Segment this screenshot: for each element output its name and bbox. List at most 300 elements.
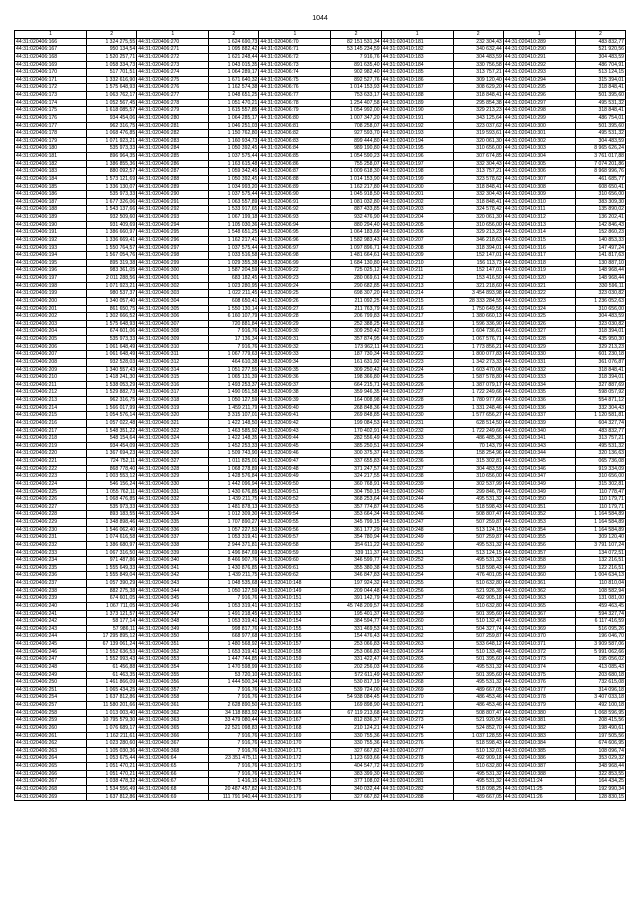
cadastral-number-cell: 44:31:020406:365 [137, 724, 209, 732]
cadastral-number-cell: 44:31:020406:302 [137, 282, 209, 290]
table-row [15, 419, 626, 427]
cadastral-value-cell: 1 236 052,63 [575, 297, 625, 305]
cadastral-number-cell: 44:31:020406:356 [137, 679, 209, 687]
cadastral-value-cell: 891 635,40 [331, 61, 381, 69]
cadastral-value-cell: 304 483,59 [575, 137, 625, 145]
cadastral-value-cell: 343 125,64 [453, 114, 503, 122]
cadastral-value-cell: 476 401,05 [453, 572, 503, 580]
cadastral-value-cell: 1 577 656,27 [453, 412, 503, 420]
cadastral-value-cell: 962 316,75 [87, 397, 137, 405]
cadastral-value-cell: 932 476,90 [331, 214, 381, 222]
cadastral-number-cell: 44:31:020406:281 [137, 122, 209, 130]
cadastral-number-cell: 44:31:020410:374 [503, 663, 575, 671]
cadastral-number-cell: 44:31:020410:220 [381, 336, 453, 344]
cadastral-number-cell: 44:31:020410:281 [381, 778, 453, 786]
cadastral-number-cell: 44:31:020410:192 [381, 122, 453, 130]
cadastral-number-cell: 44:31:020410:189 [381, 99, 453, 107]
cadastral-value-cell: 8 466 907,76 [209, 557, 259, 565]
cadastral-number-cell: 44:31:020410:255 [381, 580, 453, 588]
table-row [15, 343, 626, 351]
cadastral-number-cell: 44:31:020406:193 [15, 244, 87, 252]
cadastral-number-cell: 44:31:020406:169 [15, 61, 87, 69]
cadastral-number-cell: 44:31:020409:58 [259, 541, 331, 549]
cadastral-number-cell: 44:31:020406:318 [137, 397, 209, 405]
cadastral-number-cell: 44:31:020409:53 [259, 503, 331, 511]
cadastral-number-cell: 44:31:020410:213 [381, 282, 453, 290]
cadastral-number-cell: 44:31:020406:265 [15, 763, 87, 771]
cadastral-value-cell: 290 682,85 [331, 282, 381, 290]
cadastral-value-cell: 304 483,59 [575, 53, 625, 61]
cadastral-number-cell: 44:31:020406:79 [259, 107, 331, 115]
cadastral-value-cell: 1 452 253,33 [209, 442, 259, 450]
cadastral-value-cell: 299 846,79 [453, 488, 503, 496]
table-row [15, 404, 626, 412]
cadastral-value-cell: 337 655,83 [331, 458, 381, 466]
cadastral-value-cell: 1 604 736,61 [453, 328, 503, 336]
cadastral-value-cell: 461 685,77 [575, 175, 625, 183]
cadastral-number-cell: 44:31:020410:304 [503, 153, 575, 161]
cadastral-number-cell: 44:31:020406:336 [137, 526, 209, 534]
cadastral-number-cell: 44:31:020406:250 [15, 679, 87, 687]
cadastral-number-cell: 44:31:020410:316 [503, 244, 575, 252]
cadastral-number-cell: 44:31:020410:215 [381, 297, 453, 305]
cadastral-number-cell: 44:31:020410:149 [259, 587, 331, 595]
cadastral-value-cell: 2 628 890,50 [209, 702, 259, 710]
table-row [15, 564, 626, 572]
cadastral-value-cell: 1 582 983,43 [331, 236, 381, 244]
cadastral-value-cell: 486 704,91 [575, 61, 625, 69]
cadastral-number-cell: 44:31:020410:164 [259, 694, 331, 702]
cadastral-number-cell: 44:31:020410:332 [503, 366, 575, 374]
cadastral-number-cell: 44:31:020406:218 [15, 435, 87, 443]
cadastral-number-cell: 44:31:020411:24 [503, 778, 575, 786]
cadastral-number-cell: 44:31:020410:375 [503, 671, 575, 679]
table-row [15, 236, 626, 244]
cadastral-number-cell: 44:31:020410:161 [259, 671, 331, 679]
cadastral-value-cell: 345 799,15 [331, 519, 381, 527]
cadastral-value-cell: 501 395,60 [453, 671, 503, 679]
cadastral-value-cell: 934 454,06 [87, 114, 137, 122]
cadastral-number-cell: 44:31:020410:148 [259, 580, 331, 588]
cadastral-value-cell: 2 011 288,56 [87, 275, 137, 283]
cadastral-value-cell: 1 546 062,40 [87, 526, 137, 534]
cadastral-number-cell: 44:31:020410:252 [381, 557, 453, 565]
cadastral-number-cell: 44:31:020406:293 [137, 214, 209, 222]
table-row [15, 450, 626, 458]
cadastral-value-cell: 1 053 319,41 [209, 618, 259, 626]
cadastral-number-cell: 44:31:020406:338 [137, 541, 209, 549]
cadastral-value-cell: 1 051 277,55 [209, 366, 259, 374]
cadastral-value-cell: 572 611,49 [331, 671, 381, 679]
cadastral-value-cell: 1 587 578,80 [453, 374, 503, 382]
cadastral-value-cell: 128 830,15 [575, 793, 625, 801]
cadastral-number-cell: 44:31:020409:33 [259, 351, 331, 359]
cadastral-value-cell: 1 162 217,41 [209, 236, 259, 244]
table-row [15, 610, 626, 618]
table-row [15, 107, 626, 115]
cadastral-number-cell: 44:31:020406:188 [15, 206, 87, 214]
cadastral-number-cell: 44:31:020406:273 [137, 61, 209, 69]
table-row [15, 244, 626, 252]
cadastral-number-cell: 44:31:020410:334 [503, 381, 575, 389]
cadastral-number-cell: 44:31:020410:291 [503, 53, 575, 61]
cadastral-number-cell: 44:31:020409:54 [259, 511, 331, 519]
cadastral-number-cell: 44:31:020406:355 [137, 671, 209, 679]
cadastral-value-cell: 1 045 918,50 [331, 191, 381, 199]
cadastral-value-cell: 516 095,26 [575, 625, 625, 633]
cadastral-number-cell: 44:31:020406:261 [15, 732, 87, 740]
cadastral-value-cell: 1 422 148,50 [209, 419, 259, 427]
cadastral-number-cell: 44:31:020411:25 [503, 785, 575, 793]
cadastral-value-cell: 1 023 280,60 [87, 740, 137, 748]
cadastral-value-cell: 753 633,17 [331, 92, 381, 100]
cadastral-value-cell: 495 531,32 [575, 442, 625, 450]
cadastral-number-cell: 44:31:020406:180 [15, 145, 87, 153]
cadastral-number-cell: 44:31:020410:279 [381, 763, 453, 771]
cadastral-value-cell: 108 096,74 [575, 747, 625, 755]
cadastral-number-cell: 44:31:020406:238 [15, 587, 87, 595]
table-row [15, 557, 626, 565]
table-row [15, 549, 626, 557]
cadastral-number-cell: 44:31:020406:203 [15, 320, 87, 328]
cadastral-number-cell: 44:31:020410:277 [381, 747, 453, 755]
cadastral-number-cell: 44:31:020410:278 [381, 755, 453, 763]
cadastral-number-cell: 44:31:020406:90 [259, 191, 331, 199]
cadastral-value-cell: 58 177,14 [87, 618, 137, 626]
cadastral-number-cell: 44:31:020410:172 [259, 755, 331, 763]
cadastral-number-cell: 44:31:020406:88 [259, 175, 331, 183]
cadastral-number-cell: 44:31:020406:274 [137, 69, 209, 77]
cadastral-number-cell: 44:31:020410:248 [381, 526, 453, 534]
cadastral-value-cell: 708 258,07 [331, 122, 381, 130]
cadastral-value-cell: 195 056,02 [575, 656, 625, 664]
cadastral-number-cell: 44:31:020406:312 [137, 358, 209, 366]
cadastral-number-cell: 44:31:020410:233 [381, 435, 453, 443]
cadastral-value-cell: 20 487 457,82 [209, 785, 259, 793]
cadastral-number-cell: 44:31:020406:357 [137, 686, 209, 694]
cadastral-value-cell: 313 757,21 [453, 69, 503, 77]
cadastral-value-cell: 1 123 693,66 [331, 755, 381, 763]
cadastral-number-cell: 44:31:020410:246 [381, 511, 453, 519]
cadastral-number-cell: 44:31:020406:269 [15, 793, 87, 801]
cadastral-number-cell: 44:31:020406:227 [15, 503, 87, 511]
cadastral-value-cell: 1 057 022,48 [87, 419, 137, 427]
cadastral-value-cell: 187 730,34 [331, 351, 381, 359]
cadastral-value-cell: 1 380 660,13 [453, 313, 503, 321]
cadastral-value-cell: 1 575 648,93 [87, 320, 137, 328]
cadastral-number-cell: 44:31:020406:349 [137, 625, 209, 633]
cadastral-value-cell: 319 593,61 [453, 130, 503, 138]
cadastral-number-cell: 44:31:020410:361 [503, 580, 575, 588]
cadastral-value-cell: 1 543 137,66 [87, 206, 137, 214]
cadastral-number-cell: 44:31:020406:291 [137, 198, 209, 206]
table-row [15, 328, 626, 336]
cadastral-value-cell: 507 259,87 [453, 633, 503, 641]
cadastral-number-cell: 44:31:020406:344 [137, 587, 209, 595]
cadastral-number-cell: 44:31:020410:264 [381, 648, 453, 656]
cadastral-value-cell: 1 009 618,30 [331, 168, 381, 176]
cadastral-number-cell: 44:31:020406:76 [259, 84, 331, 92]
cadastral-number-cell: 44:31:020406:314 [137, 366, 209, 374]
cadastral-number-cell: 44:31:020406:275 [137, 76, 209, 84]
cadastral-number-cell: 44:31:020410:376 [503, 679, 575, 687]
cadastral-number-cell: 44:31:020410:262 [381, 633, 453, 641]
cadastral-number-cell: 44:31:020410:387 [503, 763, 575, 771]
cadastral-number-cell: 44:31:020410:195 [381, 145, 453, 153]
cadastral-number-cell: 44:31:020410:305 [503, 160, 575, 168]
cadastral-number-cell: 44:31:020410:370 [503, 633, 575, 641]
cadastral-value-cell: 1 459 211,79 [209, 404, 259, 412]
cadastral-value-cell: 3 454 893,98 [453, 290, 503, 298]
cadastral-number-cell: 44:31:020406:234 [15, 557, 87, 565]
cadastral-value-cell: 1 461 866,09 [87, 679, 137, 687]
cadastral-value-cell: 1 671 640,32 [209, 76, 259, 84]
cadastral-number-cell: 44:31:020410:349 [503, 480, 575, 488]
cadastral-value-cell: 486 754,01 [575, 114, 625, 122]
cadastral-value-cell: 1 552 993,43 [87, 656, 137, 664]
cadastral-number-cell: 44:31:020406:290 [137, 191, 209, 199]
table-row [15, 580, 626, 588]
cadastral-number-cell: 44:31:020409:31 [259, 336, 331, 344]
column-header-number: 1 [137, 31, 209, 39]
cadastral-value-cell: 1 034 993,20 [209, 183, 259, 191]
cadastral-number-cell: 44:31:020410:309 [503, 191, 575, 199]
cadastral-value-cell: 1 496 847,69 [209, 549, 259, 557]
cadastral-number-cell: 44:31:020410:165 [259, 702, 331, 710]
table-row [15, 69, 626, 77]
cadastral-number-cell: 44:31:020410:194 [381, 137, 453, 145]
cadastral-value-cell: 1 800 077,83 [453, 351, 503, 359]
cadastral-value-cell: 7 916,76 [209, 343, 259, 351]
cadastral-value-cell: 1 548 351,22 [87, 427, 137, 435]
cadastral-number-cell: 44:31:020411:26 [503, 793, 575, 801]
cadastral-number-cell: 44:31:020410:186 [381, 76, 453, 84]
table-row [15, 259, 626, 267]
table-row [15, 114, 626, 122]
table-row [15, 175, 626, 183]
cadastral-number-cell: 44:31:020406:241 [15, 610, 87, 618]
cadastral-value-cell: 209 044,48 [331, 587, 381, 595]
cadastral-value-cell: 361 076,87 [575, 358, 625, 366]
cadastral-value-cell: 896 964,35 [87, 153, 137, 161]
cadastral-number-cell: 44:31:020410:151 [259, 595, 331, 603]
cadastral-value-cell: 1 573 121,69 [87, 175, 137, 183]
cadastral-number-cell: 44:31:020410:365 [503, 602, 575, 610]
cadastral-number-cell: 44:31:020406:347 [137, 610, 209, 618]
cadastral-value-cell: 1 038 478,32 [87, 778, 137, 786]
cadastral-number-cell: 44:31:020406:185 [15, 183, 87, 191]
cadastral-number-cell: 44:31:020410:251 [381, 549, 453, 557]
cadastral-value-cell: 1 637 812,86 [87, 694, 137, 702]
cadastral-value-cell: 598 057,92 [575, 389, 625, 397]
cadastral-value-cell: 280 069,61 [331, 275, 381, 283]
cadastral-value-cell: 310 656,00 [453, 145, 503, 153]
cadastral-number-cell: 44:31:020410:159 [259, 656, 331, 664]
cadastral-number-cell: 44:31:020409:52 [259, 496, 331, 504]
cadastral-number-cell: 44:31:020406:166 [15, 38, 87, 46]
cadastral-number-cell: 44:31:020406:224 [15, 480, 87, 488]
cadastral-value-cell: 208 415,56 [575, 717, 625, 725]
cadastral-value-cell: 1 722 249,66 [453, 389, 503, 397]
cadastral-number-cell: 44:31:020406:91 [259, 198, 331, 206]
cadastral-value-cell: 1 164 584,89 [575, 519, 625, 527]
cadastral-number-cell: 44:31:020406:272 [137, 53, 209, 61]
cadastral-number-cell: 44:31:020410:227 [381, 389, 453, 397]
cadastral-number-cell: 44:31:020410:314 [503, 229, 575, 237]
cadastral-number-cell: 44:31:020406:80 [259, 114, 331, 122]
cadastral-number-cell: 44:31:020406:353 [137, 656, 209, 664]
cadastral-value-cell: 1 430 676,85 [209, 488, 259, 496]
cadastral-number-cell: 44:31:020406:325 [137, 442, 209, 450]
cadastral-value-cell: 323 578,62 [453, 175, 503, 183]
cadastral-number-cell: 44:31:020406:260 [15, 724, 87, 732]
cadastral-number-cell: 44:31:020406:268 [15, 785, 87, 793]
cadastral-value-cell: 1 046 251,03 [209, 122, 259, 130]
cadastral-value-cell: 1 750 649,56 [453, 305, 503, 313]
cadastral-value-cell: 1 463 585,92 [209, 427, 259, 435]
cadastral-value-cell: 331 422,47 [331, 656, 381, 664]
cadastral-number-cell: 44:31:020410:267 [381, 671, 453, 679]
cadastral-value-cell: 934 454,09 [87, 442, 137, 450]
table-row [15, 168, 626, 176]
cadastral-number-cell: 44:31:020410:200 [381, 183, 453, 191]
cadastral-number-cell: 44:31:020406:233 [15, 549, 87, 557]
cadastral-value-cell: 1 493 253,37 [209, 381, 259, 389]
cadastral-number-cell: 44:31:020406:362 [137, 709, 209, 717]
cadastral-number-cell: 44:31:020406:309 [137, 336, 209, 344]
cadastral-number-cell: 44:31:020406:179 [15, 137, 87, 145]
cadastral-value-cell: 594 327,74 [575, 610, 625, 618]
cadastral-value-cell: 3 315 107,01 [209, 412, 259, 420]
cadastral-value-cell: 1 014 153,93 [331, 84, 381, 92]
cadastral-number-cell: 44:31:020410:282 [381, 785, 453, 793]
cadastral-number-cell: 44:31:020406:282 [137, 130, 209, 138]
cadastral-value-cell: 1 014 153,90 [331, 175, 381, 183]
cadastral-value-cell: 548 154,64 [87, 435, 137, 443]
cadastral-value-cell: 1 491 218,45 [209, 610, 259, 618]
cadastral-value-cell: 483 832,77 [575, 38, 625, 46]
cadastral-value-cell: 70 143,79 [453, 442, 503, 450]
cadastral-value-cell: 893 183,55 [87, 511, 137, 519]
cadastral-value-cell: 1 621 248,44 [209, 53, 259, 61]
cadastral-number-cell: 44:31:020406:92 [259, 206, 331, 214]
cadastral-number-cell: 44:31:020406:352 [137, 648, 209, 656]
cadastral-value-cell: 173 962,11 [331, 343, 381, 351]
cadastral-value-cell: 1 061 648,49 [87, 343, 137, 351]
cadastral-number-cell: 44:31:020410:388 [503, 770, 575, 778]
table-row [15, 458, 626, 466]
cadastral-number-cell: 44:31:020410:331 [503, 358, 575, 366]
cadastral-value-cell: 142 846,43 [575, 221, 625, 229]
cadastral-value-cell: 282 556,49 [331, 435, 381, 443]
table-row [15, 541, 626, 549]
cadastral-value-cell: 329 213,23 [453, 229, 503, 237]
table-row [15, 389, 626, 397]
cadastral-number-cell: 44:31:020406:363 [137, 717, 209, 725]
cadastral-value-cell: 6 160 107,79 [209, 313, 259, 321]
cadastral-value-cell: 203 680,18 [575, 671, 625, 679]
cadastral-value-cell: 130 887,10 [575, 259, 625, 267]
cadastral-value-cell: 1 095 882,42 [209, 46, 259, 54]
cadastral-value-table [14, 30, 626, 801]
cadastral-number-cell: 44:31:020410:295 [503, 84, 575, 92]
cadastral-value-cell: 1 548 651,25 [209, 229, 259, 237]
column-header-value: 2 [331, 31, 381, 39]
cadastral-value-cell: 135 890,02 [575, 206, 625, 214]
cadastral-value-cell: 1 490 051,58 [209, 389, 259, 397]
cadastral-number-cell: 44:31:020406:181 [15, 153, 87, 161]
cadastral-number-cell: 44:31:020406:175 [15, 107, 87, 115]
cadastral-value-cell: 359 946,35 [331, 389, 381, 397]
cadastral-value-cell: 1 481 664,61 [331, 252, 381, 260]
cadastral-value-cell: 1 552 636,53 [87, 648, 137, 656]
cadastral-number-cell: 44:31:020409:48 [259, 465, 331, 473]
cadastral-number-cell: 44:31:020406:204 [15, 328, 87, 336]
cadastral-value-cell: 1 302 666,52 [87, 313, 137, 321]
cadastral-number-cell: 44:31:020409:41 [259, 412, 331, 420]
cadastral-value-cell: 53 145 234,59 [331, 46, 381, 54]
cadastral-value-cell: 5 991 062,66 [575, 648, 625, 656]
cadastral-value-cell: 202 256,03 [331, 663, 381, 671]
cadastral-number-cell: 44:31:020406:319 [137, 404, 209, 412]
cadastral-number-cell: 44:31:020406:202 [15, 313, 87, 321]
cadastral-value-cell: 322 853,55 [575, 770, 625, 778]
cadastral-value-cell: 1 057 227,53 [209, 526, 259, 534]
table-row [15, 229, 626, 237]
cadastral-value-cell: 211 763,79 [331, 305, 381, 313]
table-row [15, 465, 626, 473]
cadastral-value-cell: 327 667,82 [331, 747, 381, 755]
table-row [15, 53, 626, 61]
cadastral-number-cell: 44:31:020406:65 [137, 763, 209, 771]
cadastral-value-cell: 122 216,51 [575, 564, 625, 572]
cadastral-value-cell: 329 213,23 [453, 107, 503, 115]
cadastral-number-cell: 44:31:020406:212 [15, 389, 87, 397]
cadastral-value-cell: 535 973,33 [87, 503, 137, 511]
cadastral-number-cell: 44:31:020410:156 [259, 633, 331, 641]
cadastral-number-cell: 44:31:020406:189 [15, 214, 87, 222]
table-row [15, 480, 626, 488]
cadastral-value-cell: 309 120,40 [453, 76, 503, 84]
cadastral-number-cell: 44:31:020410:152 [259, 602, 331, 610]
cadastral-value-cell: 971 487,86 [87, 557, 137, 565]
cadastral-number-cell: 44:31:020409:25 [259, 290, 331, 298]
cadastral-value-cell: 989 190,80 [331, 145, 381, 153]
cadastral-value-cell: 1 067 576,71 [453, 336, 503, 344]
cadastral-number-cell: 44:31:020406:182 [15, 160, 87, 168]
cadastral-value-cell: 887 433,85 [331, 206, 381, 214]
cadastral-value-cell: 1 054 576,14 [87, 412, 137, 420]
cadastral-number-cell: 44:31:020410:313 [503, 221, 575, 229]
cadastral-value-cell: 495 531,32 [453, 679, 503, 687]
cadastral-value-cell: 340 032,44 [331, 785, 381, 793]
cadastral-number-cell: 44:31:020406:192 [15, 236, 87, 244]
cadastral-value-cell: 1 150 762,80 [209, 130, 259, 138]
cadastral-number-cell: 44:31:020406:267 [15, 778, 87, 786]
table-row [15, 496, 626, 504]
cadastral-value-cell: 1 048 651,25 [209, 92, 259, 100]
cadastral-value-cell: 140 853,33 [575, 236, 625, 244]
cadastral-number-cell: 44:31:020406:72 [259, 53, 331, 61]
cadastral-value-cell: 1 480 568,92 [209, 641, 259, 649]
cadastral-value-cell: 332 304,43 [575, 404, 625, 412]
table-row [15, 473, 626, 481]
cadastral-value-cell: 521 920,56 [575, 46, 625, 54]
cadastral-value-cell: 318 848,41 [575, 366, 625, 374]
cadastral-value-cell: 197 505,56 [575, 732, 625, 740]
cadastral-value-cell: 7 916,76 [209, 686, 259, 694]
cadastral-value-cell: 206 799,83 [331, 313, 381, 321]
